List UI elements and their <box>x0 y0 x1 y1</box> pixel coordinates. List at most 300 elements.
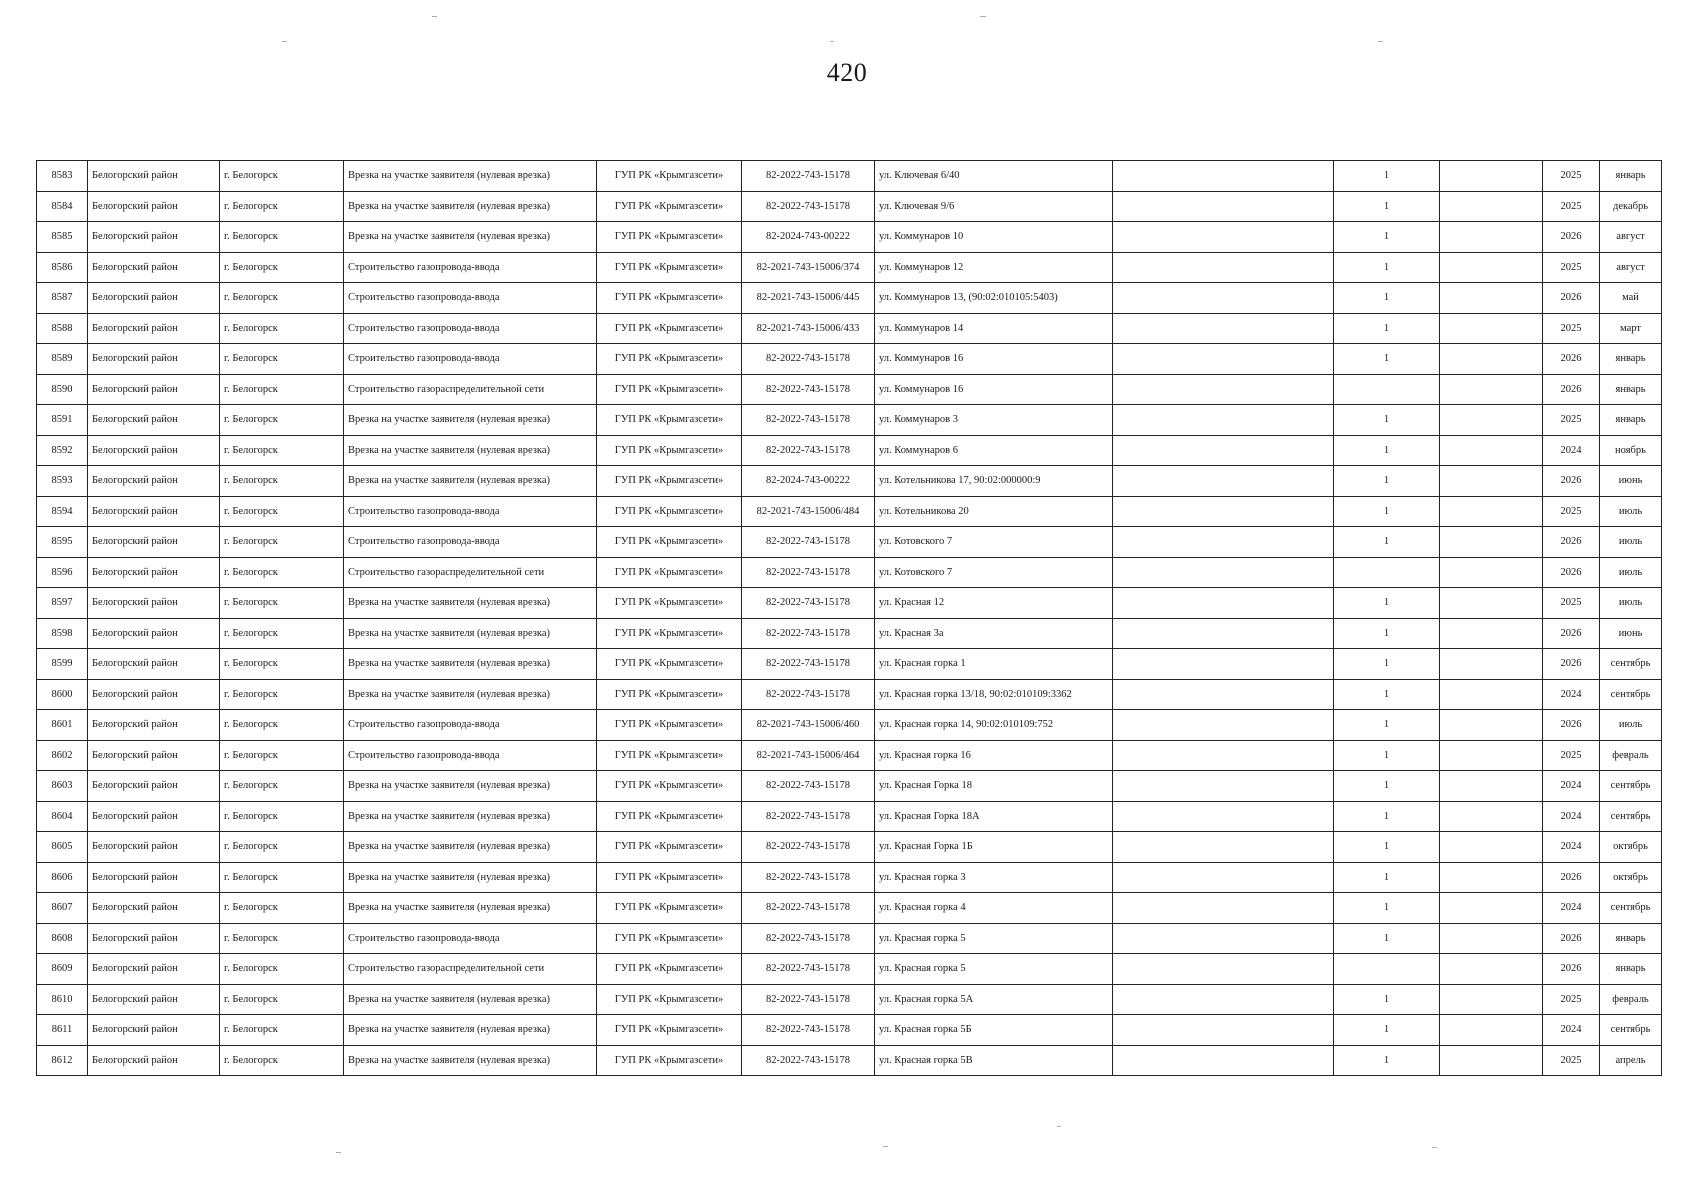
work-type-cell: Врезка на участке заявителя (нулевая врезка) <box>344 405 597 436</box>
table-row <box>37 252 1662 283</box>
work-type-cell: Врезка на участке заявителя (нулевая врезка) <box>344 191 597 222</box>
row-number: 8606 <box>37 862 88 893</box>
district-cell: Белогорский район <box>88 893 220 924</box>
district-cell: Белогорский район <box>88 1015 220 1046</box>
row-number: 8609 <box>37 954 88 985</box>
district-cell: Белогорский район <box>88 954 220 985</box>
row-number: 8594 <box>37 496 88 527</box>
quantity-cell: 1 <box>1334 984 1440 1015</box>
quantity-cell: 1 <box>1334 618 1440 649</box>
year-cell: 2026 <box>1543 374 1600 405</box>
district-cell: Белогорский район <box>88 649 220 680</box>
empty-cell <box>1440 1015 1543 1046</box>
empty-cell <box>1440 893 1543 924</box>
year-cell: 2026 <box>1543 618 1600 649</box>
quantity-cell: 1 <box>1334 801 1440 832</box>
address-cell: ул. Котовского 7 <box>875 557 1113 588</box>
document-number-cell: 82-2022-743-15178 <box>742 954 875 985</box>
city-cell: г. Белогорск <box>220 984 344 1015</box>
month-cell: июль <box>1600 710 1662 741</box>
empty-cell <box>1440 374 1543 405</box>
page-number: 420 <box>826 58 868 87</box>
year-cell: 2026 <box>1543 557 1600 588</box>
address-cell: ул. Красная горка 14, 90:02:010109:752 <box>875 710 1113 741</box>
month-cell: июль <box>1600 588 1662 619</box>
organization-cell: ГУП РК «Крымгазсети» <box>597 984 742 1015</box>
work-type-cell: Строительство газопровода-ввода <box>344 283 597 314</box>
district-cell: Белогорский район <box>88 923 220 954</box>
organization-cell: ГУП РК «Крымгазсети» <box>597 161 742 192</box>
empty-cell <box>1113 923 1334 954</box>
city-cell: г. Белогорск <box>220 466 344 497</box>
city-cell: г. Белогорск <box>220 496 344 527</box>
table-row <box>37 161 1662 192</box>
empty-cell <box>1113 161 1334 192</box>
quantity-cell: 1 <box>1334 252 1440 283</box>
table-row <box>37 679 1662 710</box>
empty-cell <box>1440 588 1543 619</box>
year-cell: 2026 <box>1543 954 1600 985</box>
empty-cell <box>1440 954 1543 985</box>
row-number: 8586 <box>37 252 88 283</box>
table-row <box>37 832 1662 863</box>
city-cell: г. Белогорск <box>220 557 344 588</box>
table-row <box>37 1045 1662 1076</box>
organization-cell: ГУП РК «Крымгазсети» <box>597 344 742 375</box>
row-number: 8595 <box>37 527 88 558</box>
document-number-cell: 82-2022-743-15178 <box>742 679 875 710</box>
organization-cell: ГУП РК «Крымгазсети» <box>597 588 742 619</box>
empty-cell <box>1440 771 1543 802</box>
empty-cell <box>1113 832 1334 863</box>
empty-cell <box>1113 252 1334 283</box>
row-number: 8610 <box>37 984 88 1015</box>
city-cell: г. Белогорск <box>220 618 344 649</box>
city-cell: г. Белогорск <box>220 222 344 253</box>
document-number-cell: 82-2022-743-15178 <box>742 161 875 192</box>
quantity-cell: 1 <box>1334 832 1440 863</box>
work-type-cell: Врезка на участке заявителя (нулевая врезка) <box>344 466 597 497</box>
table-row <box>37 923 1662 954</box>
year-cell: 2026 <box>1543 466 1600 497</box>
month-cell: сентябрь <box>1600 649 1662 680</box>
address-cell: ул. Красная горка 5Б <box>875 1015 1113 1046</box>
address-cell: ул. Красная Горка 1Б <box>875 832 1113 863</box>
document-number-cell: 82-2021-743-15006/464 <box>742 740 875 771</box>
quantity-cell: 1 <box>1334 710 1440 741</box>
row-number: 8598 <box>37 618 88 649</box>
city-cell: г. Белогорск <box>220 161 344 192</box>
scan-speck <box>282 41 287 42</box>
table-row <box>37 618 1662 649</box>
month-cell: март <box>1600 313 1662 344</box>
district-cell: Белогорский район <box>88 344 220 375</box>
empty-cell <box>1113 191 1334 222</box>
document-number-cell: 82-2021-743-15006/460 <box>742 710 875 741</box>
document-number-cell: 82-2022-743-15178 <box>742 649 875 680</box>
district-cell: Белогорский район <box>88 679 220 710</box>
organization-cell: ГУП РК «Крымгазсети» <box>597 557 742 588</box>
year-cell: 2024 <box>1543 771 1600 802</box>
organization-cell: ГУП РК «Крымгазсети» <box>597 740 742 771</box>
scan-speck <box>1378 41 1383 42</box>
month-cell: сентябрь <box>1600 801 1662 832</box>
scan-speck <box>980 16 986 17</box>
city-cell: г. Белогорск <box>220 527 344 558</box>
row-number: 8604 <box>37 801 88 832</box>
district-cell: Белогорский район <box>88 984 220 1015</box>
empty-cell <box>1113 618 1334 649</box>
row-number: 8608 <box>37 923 88 954</box>
year-cell: 2024 <box>1543 1015 1600 1046</box>
empty-cell <box>1113 313 1334 344</box>
work-type-cell: Врезка на участке заявителя (нулевая врезка) <box>344 435 597 466</box>
month-cell: январь <box>1600 405 1662 436</box>
year-cell: 2026 <box>1543 344 1600 375</box>
district-cell: Белогорский район <box>88 466 220 497</box>
table-row <box>37 649 1662 680</box>
organization-cell: ГУП РК «Крымгазсети» <box>597 679 742 710</box>
document-number-cell: 82-2024-743-00222 <box>742 222 875 253</box>
work-type-cell: Строительство газопровода-ввода <box>344 710 597 741</box>
work-type-cell: Врезка на участке заявителя (нулевая врезка) <box>344 893 597 924</box>
row-number: 8602 <box>37 740 88 771</box>
district-cell: Белогорский район <box>88 618 220 649</box>
empty-cell <box>1440 191 1543 222</box>
year-cell: 2024 <box>1543 435 1600 466</box>
table-row <box>37 954 1662 985</box>
work-type-cell: Врезка на участке заявителя (нулевая врезка) <box>344 222 597 253</box>
empty-cell <box>1113 1045 1334 1076</box>
district-cell: Белогорский район <box>88 252 220 283</box>
work-type-cell: Строительство газопровода-ввода <box>344 344 597 375</box>
empty-cell <box>1113 283 1334 314</box>
year-cell: 2026 <box>1543 649 1600 680</box>
organization-cell: ГУП РК «Крымгазсети» <box>597 496 742 527</box>
organization-cell: ГУП РК «Крымгазсети» <box>597 618 742 649</box>
district-cell: Белогорский район <box>88 771 220 802</box>
document-number-cell: 82-2021-743-15006/445 <box>742 283 875 314</box>
quantity-cell <box>1334 954 1440 985</box>
city-cell: г. Белогорск <box>220 893 344 924</box>
table-row <box>37 740 1662 771</box>
address-cell: ул. Коммунаров 16 <box>875 344 1113 375</box>
year-cell: 2026 <box>1543 862 1600 893</box>
work-type-cell: Врезка на участке заявителя (нулевая врезка) <box>344 618 597 649</box>
empty-cell <box>1113 740 1334 771</box>
document-number-cell: 82-2022-743-15178 <box>742 374 875 405</box>
document-number-cell: 82-2021-743-15006/374 <box>742 252 875 283</box>
empty-cell <box>1440 527 1543 558</box>
table-row <box>37 893 1662 924</box>
quantity-cell: 1 <box>1334 740 1440 771</box>
quantity-cell: 1 <box>1334 771 1440 802</box>
empty-cell <box>1440 435 1543 466</box>
document-number-cell: 82-2022-743-15178 <box>742 435 875 466</box>
quantity-cell: 1 <box>1334 344 1440 375</box>
city-cell: г. Белогорск <box>220 832 344 863</box>
work-type-cell: Строительство газопровода-ввода <box>344 740 597 771</box>
empty-cell <box>1113 710 1334 741</box>
district-cell: Белогорский район <box>88 862 220 893</box>
year-cell: 2024 <box>1543 832 1600 863</box>
month-cell: октябрь <box>1600 862 1662 893</box>
work-type-cell: Врезка на участке заявителя (нулевая врезка) <box>344 984 597 1015</box>
table-row <box>37 527 1662 558</box>
table-row <box>37 862 1662 893</box>
empty-cell <box>1440 710 1543 741</box>
address-cell: ул. Ключевая 9/6 <box>875 191 1113 222</box>
empty-cell <box>1113 405 1334 436</box>
empty-cell <box>1440 344 1543 375</box>
city-cell: г. Белогорск <box>220 649 344 680</box>
city-cell: г. Белогорск <box>220 313 344 344</box>
quantity-cell: 1 <box>1334 191 1440 222</box>
quantity-cell: 1 <box>1334 1015 1440 1046</box>
work-type-cell: Строительство газопровода-ввода <box>344 313 597 344</box>
row-number: 8590 <box>37 374 88 405</box>
district-cell: Белогорский район <box>88 374 220 405</box>
district-cell: Белогорский район <box>88 557 220 588</box>
quantity-cell: 1 <box>1334 222 1440 253</box>
organization-cell: ГУП РК «Крымгазсети» <box>597 435 742 466</box>
address-cell: ул. Красная горка 1 <box>875 649 1113 680</box>
row-number: 8605 <box>37 832 88 863</box>
address-cell: ул. Коммунаров 12 <box>875 252 1113 283</box>
work-type-cell: Врезка на участке заявителя (нулевая врезка) <box>344 801 597 832</box>
document-number-cell: 82-2022-743-15178 <box>742 588 875 619</box>
address-cell: ул. Красная Горка 18 <box>875 771 1113 802</box>
quantity-cell: 1 <box>1334 466 1440 497</box>
row-number: 8607 <box>37 893 88 924</box>
city-cell: г. Белогорск <box>220 191 344 222</box>
month-cell: январь <box>1600 161 1662 192</box>
table-row <box>37 435 1662 466</box>
quantity-cell: 1 <box>1334 862 1440 893</box>
empty-cell <box>1113 435 1334 466</box>
empty-cell <box>1113 466 1334 497</box>
address-cell: ул. Красная горка 4 <box>875 893 1113 924</box>
empty-cell <box>1440 984 1543 1015</box>
empty-cell <box>1440 832 1543 863</box>
empty-cell <box>1113 984 1334 1015</box>
district-cell: Белогорский район <box>88 740 220 771</box>
work-type-cell: Врезка на участке заявителя (нулевая врезка) <box>344 1015 597 1046</box>
empty-cell <box>1113 496 1334 527</box>
empty-cell <box>1113 801 1334 832</box>
row-number: 8600 <box>37 679 88 710</box>
organization-cell: ГУП РК «Крымгазсети» <box>597 283 742 314</box>
month-cell: сентябрь <box>1600 771 1662 802</box>
address-cell: ул. Коммунаров 13, (90:02:010105:5403) <box>875 283 1113 314</box>
address-cell: ул. Коммунаров 6 <box>875 435 1113 466</box>
month-cell: февраль <box>1600 984 1662 1015</box>
empty-cell <box>1113 344 1334 375</box>
empty-cell <box>1440 923 1543 954</box>
month-cell: декабрь <box>1600 191 1662 222</box>
table-row <box>37 496 1662 527</box>
empty-cell <box>1440 496 1543 527</box>
district-cell: Белогорский район <box>88 222 220 253</box>
month-cell: май <box>1600 283 1662 314</box>
quantity-cell: 1 <box>1334 588 1440 619</box>
work-type-cell: Врезка на участке заявителя (нулевая врезка) <box>344 161 597 192</box>
empty-cell <box>1440 466 1543 497</box>
work-type-cell: Врезка на участке заявителя (нулевая врезка) <box>344 771 597 802</box>
document-number-cell: 82-2022-743-15178 <box>742 618 875 649</box>
district-cell: Белогорский район <box>88 588 220 619</box>
work-type-cell: Врезка на участке заявителя (нулевая врезка) <box>344 588 597 619</box>
empty-cell <box>1113 1015 1334 1046</box>
organization-cell: ГУП РК «Крымгазсети» <box>597 222 742 253</box>
city-cell: г. Белогорск <box>220 740 344 771</box>
quantity-cell: 1 <box>1334 1045 1440 1076</box>
document-number-cell: 82-2022-743-15178 <box>742 771 875 802</box>
address-cell: ул. Красная горка 16 <box>875 740 1113 771</box>
empty-cell <box>1440 252 1543 283</box>
month-cell: ноябрь <box>1600 435 1662 466</box>
registry-table <box>36 160 1662 1076</box>
organization-cell: ГУП РК «Крымгазсети» <box>597 771 742 802</box>
quantity-cell <box>1334 557 1440 588</box>
table-row <box>37 588 1662 619</box>
month-cell: январь <box>1600 954 1662 985</box>
empty-cell <box>1113 588 1334 619</box>
year-cell: 2025 <box>1543 191 1600 222</box>
district-cell: Белогорский район <box>88 496 220 527</box>
empty-cell <box>1440 222 1543 253</box>
city-cell: г. Белогорск <box>220 679 344 710</box>
month-cell: август <box>1600 222 1662 253</box>
table-row <box>37 771 1662 802</box>
address-cell: ул. Котовского 7 <box>875 527 1113 558</box>
organization-cell: ГУП РК «Крымгазсети» <box>597 1045 742 1076</box>
scan-speck <box>1057 1126 1061 1127</box>
table-row <box>37 984 1662 1015</box>
year-cell: 2026 <box>1543 923 1600 954</box>
row-number: 8597 <box>37 588 88 619</box>
document-number-cell: 82-2022-743-15178 <box>742 1045 875 1076</box>
district-cell: Белогорский район <box>88 527 220 558</box>
city-cell: г. Белогорск <box>220 405 344 436</box>
table-row <box>37 222 1662 253</box>
row-number: 8601 <box>37 710 88 741</box>
empty-cell <box>1113 771 1334 802</box>
document-number-cell: 82-2021-743-15006/433 <box>742 313 875 344</box>
work-type-cell: Строительство газораспределительной сети <box>344 954 597 985</box>
year-cell: 2026 <box>1543 283 1600 314</box>
scan-speck <box>830 41 834 42</box>
table-row <box>37 191 1662 222</box>
month-cell: июнь <box>1600 466 1662 497</box>
city-cell: г. Белогорск <box>220 862 344 893</box>
document-number-cell: 82-2022-743-15178 <box>742 801 875 832</box>
quantity-cell: 1 <box>1334 435 1440 466</box>
year-cell: 2025 <box>1543 1045 1600 1076</box>
empty-cell <box>1113 649 1334 680</box>
address-cell: ул. Красная горка 13/18, 90:02:010109:3362 <box>875 679 1113 710</box>
address-cell: ул. Ключевая 6/40 <box>875 161 1113 192</box>
work-type-cell: Строительство газопровода-ввода <box>344 527 597 558</box>
work-type-cell: Врезка на участке заявителя (нулевая врезка) <box>344 649 597 680</box>
district-cell: Белогорский район <box>88 801 220 832</box>
year-cell: 2025 <box>1543 313 1600 344</box>
document-number-cell: 82-2022-743-15178 <box>742 832 875 863</box>
month-cell: июнь <box>1600 618 1662 649</box>
table-row <box>37 313 1662 344</box>
city-cell: г. Белогорск <box>220 344 344 375</box>
empty-cell <box>1440 801 1543 832</box>
empty-cell <box>1113 527 1334 558</box>
district-cell: Белогорский район <box>88 1045 220 1076</box>
scan-speck <box>1432 1147 1437 1148</box>
empty-cell <box>1440 1045 1543 1076</box>
address-cell: ул. Красная 3а <box>875 618 1113 649</box>
table-row <box>37 344 1662 375</box>
city-cell: г. Белогорск <box>220 954 344 985</box>
document-number-cell: 82-2022-743-15178 <box>742 527 875 558</box>
document-number-cell: 82-2022-743-15178 <box>742 893 875 924</box>
document-number-cell: 82-2022-743-15178 <box>742 862 875 893</box>
empty-cell <box>1440 283 1543 314</box>
district-cell: Белогорский район <box>88 405 220 436</box>
empty-cell <box>1113 893 1334 924</box>
empty-cell <box>1113 374 1334 405</box>
quantity-cell: 1 <box>1334 649 1440 680</box>
address-cell: ул. Коммунаров 14 <box>875 313 1113 344</box>
year-cell: 2026 <box>1543 710 1600 741</box>
document-number-cell: 82-2022-743-15178 <box>742 557 875 588</box>
work-type-cell: Строительство газораспределительной сети <box>344 374 597 405</box>
row-number: 8592 <box>37 435 88 466</box>
organization-cell: ГУП РК «Крымгазсети» <box>597 862 742 893</box>
row-number: 8584 <box>37 191 88 222</box>
district-cell: Белогорский район <box>88 283 220 314</box>
year-cell: 2025 <box>1543 588 1600 619</box>
month-cell: сентябрь <box>1600 1015 1662 1046</box>
organization-cell: ГУП РК «Крымгазсети» <box>597 191 742 222</box>
address-cell: ул. Коммунаров 3 <box>875 405 1113 436</box>
empty-cell <box>1113 862 1334 893</box>
empty-cell <box>1440 161 1543 192</box>
quantity-cell: 1 <box>1334 923 1440 954</box>
quantity-cell: 1 <box>1334 283 1440 314</box>
district-cell: Белогорский район <box>88 710 220 741</box>
year-cell: 2024 <box>1543 679 1600 710</box>
document-number-cell: 82-2022-743-15178 <box>742 405 875 436</box>
row-number: 8611 <box>37 1015 88 1046</box>
table-row <box>37 405 1662 436</box>
document-number-cell: 82-2021-743-15006/484 <box>742 496 875 527</box>
empty-cell <box>1113 679 1334 710</box>
quantity-cell: 1 <box>1334 161 1440 192</box>
city-cell: г. Белогорск <box>220 1015 344 1046</box>
month-cell: январь <box>1600 344 1662 375</box>
organization-cell: ГУП РК «Крымгазсети» <box>597 374 742 405</box>
registry-rows <box>37 161 1662 1076</box>
work-type-cell: Врезка на участке заявителя (нулевая врезка) <box>344 832 597 863</box>
year-cell: 2025 <box>1543 740 1600 771</box>
address-cell: ул. Коммунаров 16 <box>875 374 1113 405</box>
organization-cell: ГУП РК «Крымгазсети» <box>597 466 742 497</box>
document-number-cell: 82-2022-743-15178 <box>742 923 875 954</box>
city-cell: г. Белогорск <box>220 252 344 283</box>
month-cell: июль <box>1600 496 1662 527</box>
row-number: 8596 <box>37 557 88 588</box>
month-cell: январь <box>1600 923 1662 954</box>
address-cell: ул. Красная горка 3 <box>875 862 1113 893</box>
empty-cell <box>1440 618 1543 649</box>
